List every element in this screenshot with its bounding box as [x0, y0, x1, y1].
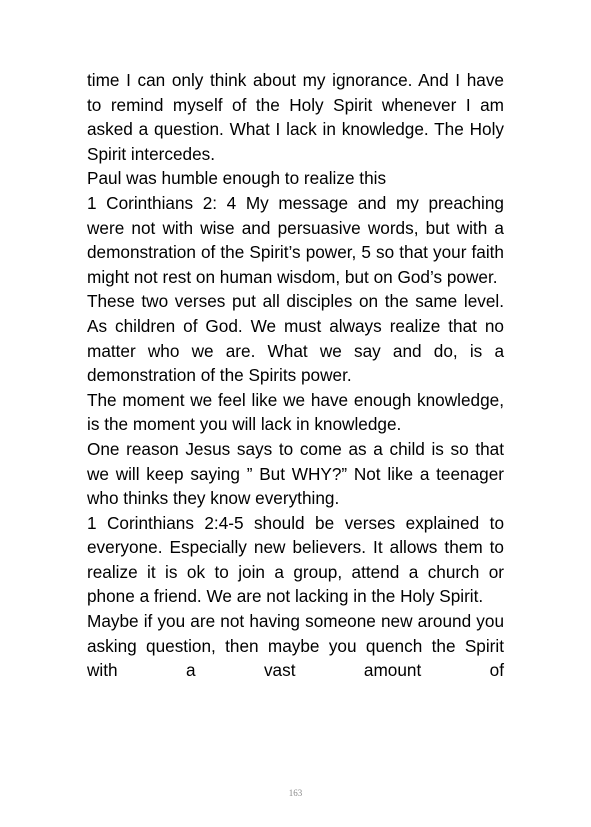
paragraph-7: 1 Corinthians 2:4-5 should be verses explained to everyone. Especially new believers. It allows them to realize it is ok to join a group, attend a church or phone a friend. We are not lacking in the Holy Spirit.	[87, 512, 504, 607]
paragraph-6: One reason Jesus says to come as a child is so that we will keep saying ” But WHY?” Not like a teenager who thinks they know everything.	[87, 438, 504, 509]
page-number: 163	[288, 788, 303, 798]
paragraph-8: Maybe if you are not having someone new around you asking question, then maybe you quench the Spirit with a vast amount of	[87, 611, 504, 681]
paragraph-1: time I can only think about my ignorance. And I have to remind myself of the Holy Spirit whenever I am asked a question. What I lack in knowledge. The Holy Spirit intercedes.	[87, 70, 504, 164]
paragraph-3-scripture-quote: 1 Corinthians 2: 4 My message and my preaching were not with wise and persuasive words, but with a demonstration of the Spirit’s power, 5 so that your faith might not rest on human wisdom, but on God’s power.	[87, 192, 504, 287]
paragraph-4: These two verses put all disciples on the same level. As children of God. We must always realize that no matter who we are. What we say and do, is a demonstration of the Spirits power.	[87, 291, 504, 386]
body-text	[87, 68, 504, 683]
paragraph-5: The moment we feel like we have enough knowledge, is the moment you will lack in knowledge.	[87, 389, 504, 435]
paragraph-2: Paul was humble enough to realize this	[87, 168, 387, 189]
